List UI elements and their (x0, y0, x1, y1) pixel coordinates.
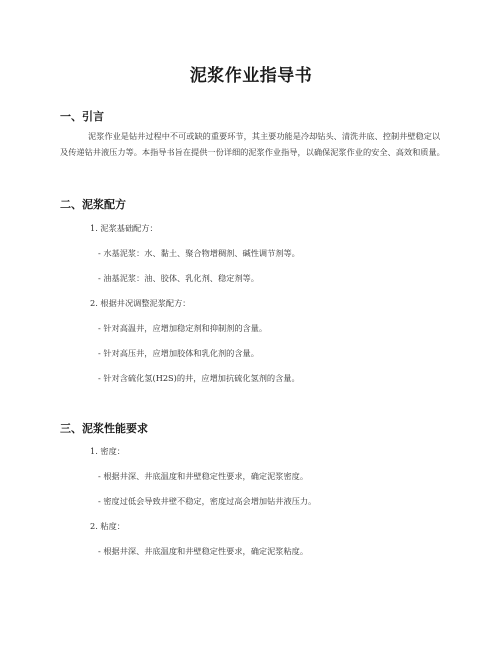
section-heading-formula: 二、泥浆配方 (60, 198, 126, 211)
list-item: 2. 根据井况调整泥浆配方： (90, 298, 191, 308)
list-item: 2. 粘度： (90, 521, 125, 531)
introduction-paragraph (60, 128, 446, 160)
list-subitem: - 针对高压井，应增加胶体和乳化剂的含量。 (98, 348, 259, 358)
section-heading-introduction: 一、引言 (60, 110, 104, 123)
list-subitem: - 针对含硫化氢(H2S)的井，应增加抗硫化氢剂的含量。 (98, 373, 300, 383)
section-heading-performance: 三、泥浆性能要求 (60, 422, 148, 435)
introduction-text: 泥浆作业是钻井过程中不可或缺的重要环节，其主要功能是冷却钻头、清洗井底、控制井壁稳定以及传递钻井液压力等。本指导书旨在提供一份详细的泥浆作业指导，以确保泥浆作业的安全、高效和质量。 (60, 131, 445, 157)
list-subitem: - 根据井深、井底温度和井壁稳定性要求，确定泥浆粘度。 (98, 546, 309, 556)
list-subitem: - 针对高温井，应增加稳定剂和抑制剂的含量。 (98, 323, 268, 333)
list-subitem: - 根据井深、井底温度和井壁稳定性要求，确定泥浆密度。 (98, 471, 309, 481)
document-title: 泥浆作业指导书 (189, 66, 313, 86)
list-item: 1. 密度： (90, 446, 125, 456)
list-item: 1. 泥浆基础配方： (90, 223, 158, 233)
list-subitem: - 油基泥浆：油、胶体、乳化剂、稳定剂等。 (98, 273, 259, 283)
list-subitem: - 密度过低会导致井壁不稳定，密度过高会增加钻井液压力。 (98, 496, 317, 506)
list-subitem: - 水基泥浆：水、黏土、聚合物增稠剂、碱性调节剂等。 (98, 248, 300, 258)
